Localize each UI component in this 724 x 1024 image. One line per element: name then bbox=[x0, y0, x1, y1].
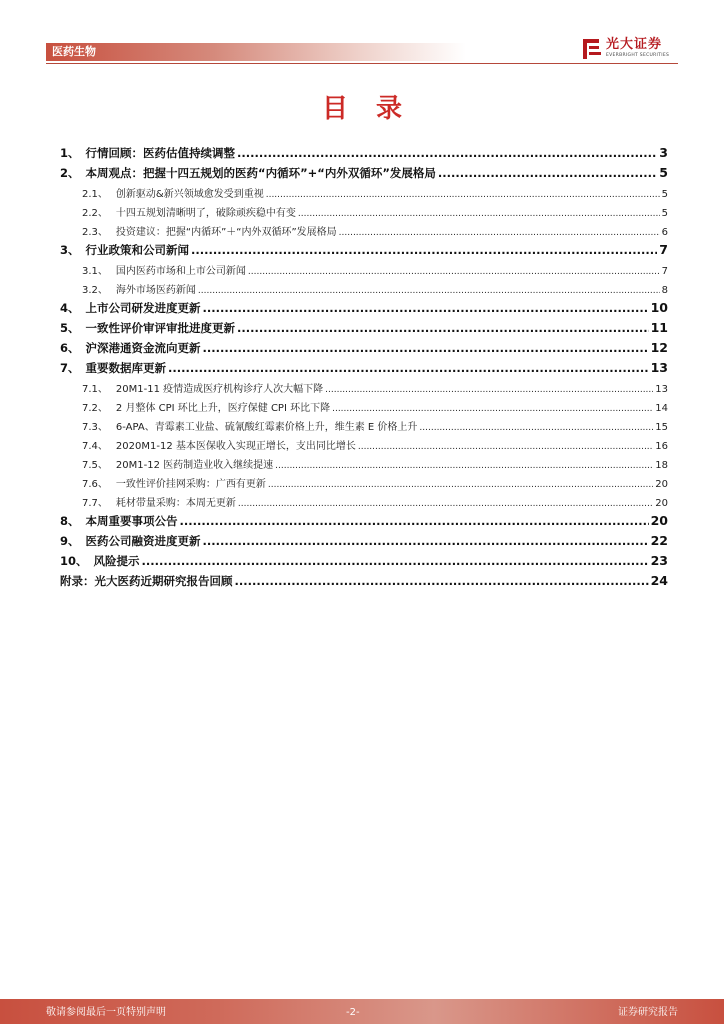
toc-entry-title: 创新驱动&新兴领域愈发受到重视 bbox=[115, 189, 264, 200]
toc-entry[interactable] bbox=[60, 513, 668, 533]
toc-entry[interactable] bbox=[60, 573, 668, 593]
toc-entry-number: 7.6、 bbox=[82, 479, 108, 490]
toc-entry-title: 行业政策和公司新闻 bbox=[85, 243, 190, 257]
toc-entry-title: 2020M1-12 基本医保收入实现正增长，支出同比增长 bbox=[115, 441, 356, 452]
toc-entry-title: 耗材带量采购：本周无更新 bbox=[115, 498, 236, 509]
toc-page-number: 23 bbox=[650, 553, 668, 568]
toc-page-number: 20 bbox=[655, 498, 668, 509]
toc-entry-number: 7.2、 bbox=[82, 403, 108, 414]
page-title: 目录 bbox=[321, 94, 430, 124]
toc-subentry[interactable] bbox=[60, 475, 668, 494]
toc-page-number: 10 bbox=[650, 300, 668, 315]
toc-page-number: 12 bbox=[650, 340, 668, 355]
toc-entry-number: 3.2、 bbox=[82, 285, 108, 296]
toc-entry[interactable] bbox=[60, 360, 668, 380]
toc-subentry[interactable] bbox=[60, 204, 668, 223]
toc-entry-title: 本周观点：把握十四五规划的医药“内循环”+“内外双循环”发展格局 bbox=[85, 166, 436, 180]
toc-dot-leader bbox=[266, 190, 660, 200]
toc-entry[interactable] bbox=[60, 165, 668, 185]
toc-dot-leader bbox=[180, 514, 649, 528]
toc-dot-leader bbox=[339, 228, 660, 238]
toc-entry-number: 5、 bbox=[60, 321, 80, 335]
logo-text-en: EVERBRIGHT SECURITIES bbox=[606, 53, 670, 58]
everbright-logo-icon bbox=[582, 38, 602, 60]
toc-entry-number: 9、 bbox=[60, 534, 80, 548]
toc-dot-leader bbox=[203, 341, 649, 355]
toc-subentry[interactable] bbox=[60, 399, 668, 418]
toc-entry-title: 6-APA、青霉素工业盐、硫氰酸红霉素价格上升，维生素 E 价格上升 bbox=[115, 422, 418, 433]
table-of-contents bbox=[60, 145, 668, 593]
toc-entry-title: 沪深港通资金流向更新 bbox=[85, 341, 201, 355]
toc-subentry[interactable] bbox=[60, 494, 668, 513]
toc-entry-title: 海外市场医药新闻 bbox=[115, 285, 196, 296]
toc-entry-number: 6、 bbox=[60, 341, 80, 355]
toc-entry-title: 十四五规划清晰明了，破除顽疾稳中有变 bbox=[115, 208, 296, 219]
toc-entry-title: 风险提示 bbox=[93, 554, 140, 568]
toc-dot-leader bbox=[235, 574, 649, 588]
toc-dot-leader bbox=[268, 480, 653, 490]
toc-page-number: 16 bbox=[655, 441, 668, 452]
toc-dot-leader bbox=[325, 385, 653, 395]
toc-dot-leader bbox=[358, 442, 653, 452]
toc-dot-leader bbox=[168, 361, 649, 375]
toc-subentry[interactable] bbox=[60, 281, 668, 300]
toc-entry[interactable] bbox=[60, 145, 668, 165]
toc-page-number: 20 bbox=[650, 513, 668, 528]
toc-dot-leader bbox=[237, 321, 649, 335]
toc-entry-title: 医药公司融资进度更新 bbox=[85, 534, 201, 548]
toc-page-number: 14 bbox=[655, 403, 668, 414]
header-category: 医药生物 bbox=[52, 45, 96, 58]
toc-page-number: 5 bbox=[661, 208, 668, 219]
toc-page-number: 13 bbox=[650, 360, 668, 375]
toc-entry-title: 附录：光大医药近期研究报告回顾 bbox=[60, 574, 233, 588]
toc-dot-leader bbox=[332, 404, 653, 414]
toc-entry-title: 本周重要事项公告 bbox=[85, 514, 178, 528]
toc-dot-leader bbox=[238, 499, 653, 509]
toc-entry-number: 2.3、 bbox=[82, 227, 108, 238]
page-number: -2- bbox=[346, 1007, 360, 1018]
toc-entry-title: 20M1-12 医药制造业收入继续提速 bbox=[115, 460, 274, 471]
toc-page-number: 3 bbox=[659, 145, 668, 160]
toc-entry-number: 2、 bbox=[60, 166, 80, 180]
toc-page-number: 5 bbox=[659, 165, 668, 180]
toc-entry-number: 2.2、 bbox=[82, 208, 108, 219]
toc-entry-title: 行情回顾：医药估值持续调整 bbox=[85, 146, 236, 160]
toc-entry-title: 2 月整体 CPI 环比上升，医疗保健 CPI 环比下降 bbox=[115, 403, 331, 414]
toc-entry-number: 10、 bbox=[60, 554, 88, 568]
toc-dot-leader bbox=[298, 209, 660, 219]
toc-subentry[interactable] bbox=[60, 185, 668, 204]
toc-entry[interactable] bbox=[60, 553, 668, 573]
toc-entry-title: 投资建议：把握“内循环”＋“内外双循环”发展格局 bbox=[115, 227, 337, 238]
footer-report-type: 证券研究报告 bbox=[618, 1007, 678, 1018]
toc-entry-number: 7、 bbox=[60, 361, 80, 375]
toc-page-number: 24 bbox=[650, 573, 668, 588]
toc-subentry[interactable] bbox=[60, 262, 668, 281]
toc-entry-number: 7.5、 bbox=[82, 460, 108, 471]
toc-dot-leader bbox=[248, 267, 660, 277]
toc-entry-title: 国内医药市场和上市公司新闻 bbox=[115, 266, 246, 277]
toc-entry-number: 4、 bbox=[60, 301, 80, 315]
toc-entry[interactable] bbox=[60, 300, 668, 320]
toc-page-number: 5 bbox=[661, 189, 668, 200]
toc-dot-leader bbox=[438, 166, 657, 180]
toc-entry-title: 重要数据库更新 bbox=[85, 361, 167, 375]
toc-entry-title: 一致性评价挂网采购：广西有更新 bbox=[115, 479, 266, 490]
toc-entry-number: 1、 bbox=[60, 146, 80, 160]
toc-entry-number: 8、 bbox=[60, 514, 80, 528]
toc-dot-leader bbox=[191, 243, 657, 257]
logo-text-cn: 光大证券 bbox=[606, 37, 663, 52]
toc-page-number: 13 bbox=[655, 384, 668, 395]
toc-page-number: 8 bbox=[661, 285, 668, 296]
header-rule bbox=[46, 63, 678, 64]
toc-subentry[interactable] bbox=[60, 456, 668, 475]
toc-dot-leader bbox=[419, 423, 653, 433]
footer-disclaimer: 敬请参阅最后一页特别声明 bbox=[46, 1007, 166, 1018]
toc-page-number: 11 bbox=[650, 320, 668, 335]
toc-page-number: 15 bbox=[655, 422, 668, 433]
toc-page-number: 7 bbox=[659, 242, 668, 257]
toc-dot-leader bbox=[198, 286, 660, 296]
toc-subentry[interactable] bbox=[60, 223, 668, 242]
company-logo bbox=[582, 36, 678, 62]
toc-page-number: 7 bbox=[661, 266, 668, 277]
toc-entry-number: 7.1、 bbox=[82, 384, 108, 395]
toc-entry[interactable] bbox=[60, 320, 668, 340]
toc-entry-number: 7.3、 bbox=[82, 422, 108, 433]
toc-entry[interactable] bbox=[60, 340, 668, 360]
toc-subentry[interactable] bbox=[60, 437, 668, 456]
toc-entry[interactable] bbox=[60, 533, 668, 553]
toc-page-number: 6 bbox=[661, 227, 668, 238]
toc-dot-leader bbox=[203, 301, 649, 315]
toc-dot-leader bbox=[275, 461, 653, 471]
toc-entry-number: 7.4、 bbox=[82, 441, 108, 452]
toc-page-number: 18 bbox=[655, 460, 668, 471]
toc-dot-leader bbox=[142, 554, 649, 568]
toc-entry-title: 20M1-11 疫情造成医疗机构诊疗人次大幅下降 bbox=[115, 384, 324, 395]
toc-page-number: 22 bbox=[650, 533, 668, 548]
toc-dot-leader bbox=[203, 534, 649, 548]
toc-subentry[interactable] bbox=[60, 418, 668, 437]
header-band bbox=[46, 43, 466, 61]
toc-entry-title: 一致性评价审评审批进度更新 bbox=[85, 321, 236, 335]
toc-subentry[interactable] bbox=[60, 380, 668, 399]
toc-entry-number: 3、 bbox=[60, 243, 80, 257]
toc-dot-leader bbox=[237, 146, 657, 160]
toc-entry-number: 3.1、 bbox=[82, 266, 108, 277]
toc-entry-number: 2.1、 bbox=[82, 189, 108, 200]
toc-entry-number: 7.7、 bbox=[82, 498, 108, 509]
toc-page-number: 20 bbox=[655, 479, 668, 490]
toc-entry[interactable] bbox=[60, 242, 668, 262]
toc-entry-title: 上市公司研发进度更新 bbox=[85, 301, 201, 315]
